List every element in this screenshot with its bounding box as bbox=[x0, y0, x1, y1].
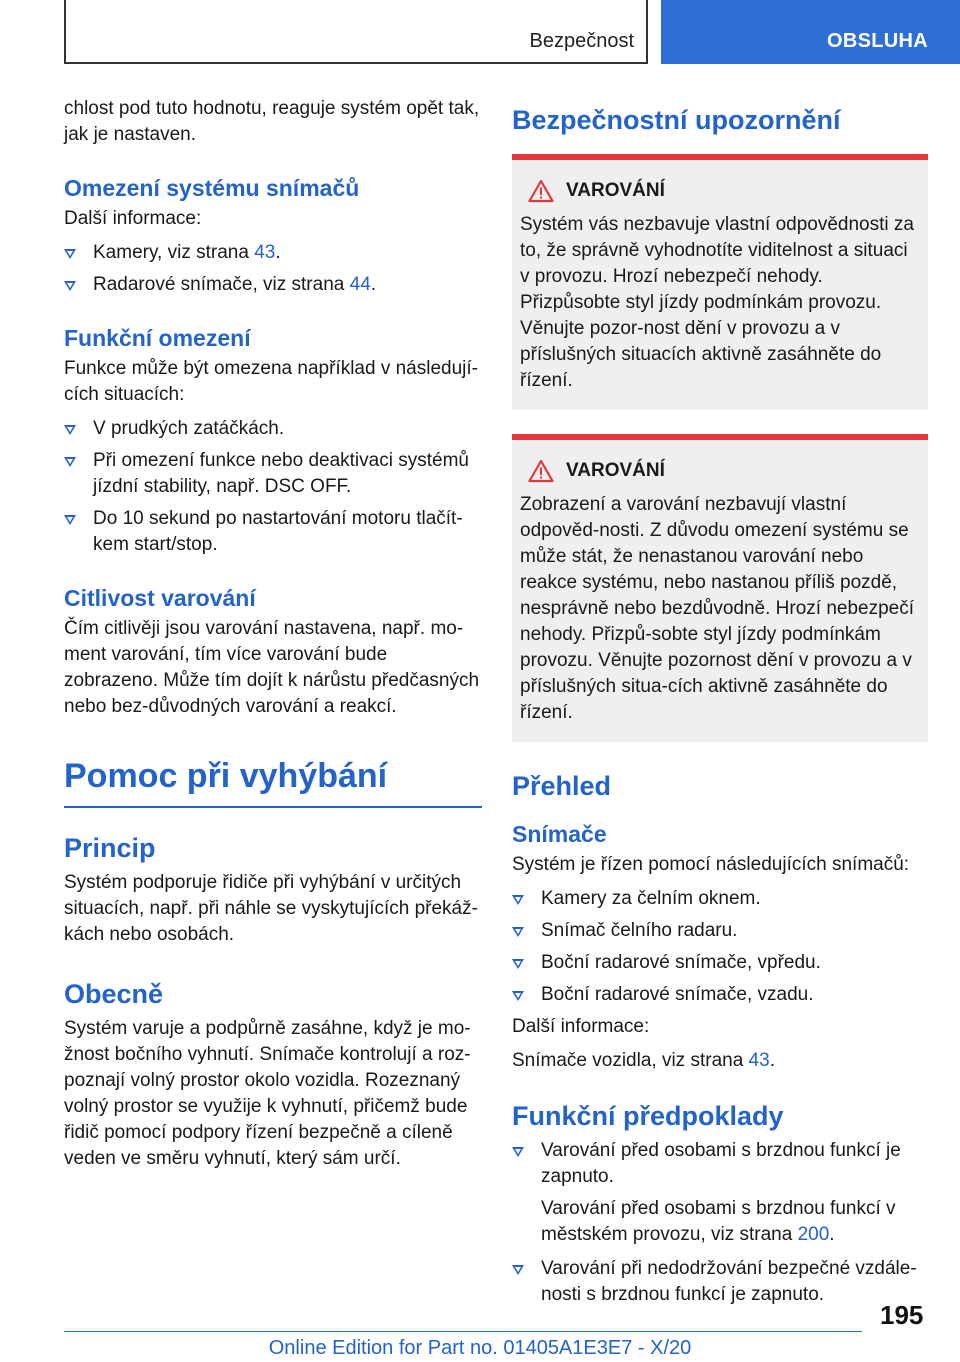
list-item: V prudkých zatáčkách. bbox=[64, 416, 482, 442]
bullet-triangle-icon bbox=[512, 959, 524, 969]
sensors-more-info: Další informace: bbox=[512, 1016, 650, 1037]
section-title-overview: Přehled bbox=[512, 771, 612, 801]
section-title-function-limits: Funkční omezení bbox=[64, 325, 251, 351]
list-item: Do 10 sekund po nastartování motoru tlačít‐kem start/stop. bbox=[64, 506, 482, 558]
sensors-lead: Systém je řízen pomocí následujících snímačů: bbox=[512, 854, 910, 875]
page-link[interactable]: 44 bbox=[349, 274, 371, 295]
sensor-limits-lead: Další informace: bbox=[64, 208, 202, 229]
page-link[interactable]: 43 bbox=[748, 1050, 770, 1071]
footer-divider bbox=[64, 1331, 862, 1332]
bullet-triangle-icon bbox=[512, 895, 524, 905]
list-item: Při omezení funkce nebo deaktivaci systémů jízdní stability, např. DSC OFF. bbox=[64, 448, 482, 500]
warning-label: VAROVÁNÍ bbox=[566, 180, 665, 201]
function-limits-list bbox=[64, 416, 482, 558]
online-edition-note: Online Edition for Part no. 01405A1E3E7 - X/20 bbox=[268, 1337, 692, 1359]
section-title-safety: Bezpečnostní upozornění bbox=[512, 105, 841, 135]
list-item: Boční radarové snímače, vpředu. bbox=[512, 950, 928, 976]
warning-box bbox=[512, 434, 928, 742]
list-item: Kamery, viz strana 43. bbox=[64, 240, 482, 266]
page-link[interactable]: 200 bbox=[797, 1224, 830, 1245]
bullet-triangle-icon bbox=[64, 515, 76, 525]
page-number: 195 bbox=[880, 1300, 924, 1330]
warning-triangle-icon bbox=[528, 179, 554, 203]
warning-triangle-icon bbox=[528, 459, 554, 483]
general-text: Systém varuje a podpůrně zasáhne, když je mo‐žnost bočního vyhnutí. Snímače kontrolují a roz‐poznají volný prostor okolo vozidla. Rozeznaný volný prostor se využije k vyhnutí, přičemž bude řidič pomocí podpory řízení bezpečně a cíleně veden ve směru vyhnutí, který sám určí. bbox=[64, 1018, 471, 1169]
warning-text: Systém vás nezbavuje vlastní odpovědnosti za to, že správně vyhodnotíte viditelnost a situaci v provozu. Hrozí nebezpečí nehody. Přizpůsobte styl jízdy podmínkám provozu. Věnujte pozor‐nost dění v provozu a v příslušných situacích aktivně zasáhněte do řízení. bbox=[520, 214, 914, 391]
prerequisite-subnote: Varování před osobami s brzdnou funkcí v městském provozu, viz strana 200. bbox=[541, 1198, 896, 1245]
section-title-warning-sensitivity: Citlivost varování bbox=[64, 585, 256, 611]
sensors-reference: Snímače vozidla, viz strana 43. bbox=[512, 1050, 775, 1071]
sensor-limits-list bbox=[64, 240, 482, 298]
intro-paragraph: chlost pod tuto hodnotu, reaguje systém opět tak, jak je nastaven. bbox=[64, 98, 480, 145]
header-chapter-tab[interactable]: OBSLUHA bbox=[661, 0, 960, 64]
warning-text: Zobrazení a varování nezbavují vlastní odpověd‐nosti. Z důvodu omezení systému se může stát, že nenastanou varování nebo reakce systému, nebo nastanou příliš pozdě, nesprávně nebo bezdůvodně. Hrozí nebezpečí nehody. Přizpů‐sobte styl jízdy podmínkám provozu. Věnujte pozornost dění v provozu a v příslušných situa‐cích aktivně zasáhněte do řízení. bbox=[520, 494, 914, 723]
bullet-triangle-icon bbox=[64, 281, 76, 291]
header-section-title: Bezpečnost bbox=[529, 30, 634, 52]
warning-box bbox=[512, 154, 928, 410]
bullet-triangle-icon bbox=[64, 425, 76, 435]
list-item: Snímač čelního radaru. bbox=[512, 918, 928, 944]
bullet-triangle-icon bbox=[64, 457, 76, 467]
bullet-triangle-icon bbox=[64, 249, 76, 259]
warning-label: VAROVÁNÍ bbox=[566, 460, 665, 481]
right-column bbox=[512, 96, 928, 1314]
bullet-triangle-icon bbox=[512, 1147, 524, 1157]
list-item: Varování před osobami s brzdnou funkcí je zapnuto. bbox=[512, 1138, 928, 1190]
prerequisites-list-2 bbox=[512, 1256, 928, 1308]
bullet-triangle-icon bbox=[512, 1265, 524, 1275]
chapter-title: Pomoc při vyhýbání bbox=[64, 757, 388, 795]
page-header bbox=[0, 0, 960, 66]
list-item: Varování při nedodržování bezpečné vzdále‐nosti s brzdnou funkcí je zapnuto. bbox=[512, 1256, 928, 1308]
section-title-prerequisites: Funkční předpoklady bbox=[512, 1101, 784, 1131]
warning-sensitivity-text: Čím citlivěji jsou varování nastavena, např. mo‐ment varování, tím více varování bude zobrazeno. Může tím dojít k nárůstu předčasných nebo bez‐důvodných varování a reakcí. bbox=[64, 618, 480, 717]
section-title-principle: Princip bbox=[64, 833, 156, 863]
function-limits-lead: Funkce může být omezena například v následují‐cích situacích: bbox=[64, 358, 478, 405]
section-title-general: Obecně bbox=[64, 979, 164, 1009]
header-frame bbox=[64, 0, 648, 64]
left-column bbox=[64, 96, 482, 1180]
list-item: Kamery za čelním oknem. bbox=[512, 886, 928, 912]
subsection-title-sensors: Snímače bbox=[512, 821, 607, 847]
bullet-triangle-icon bbox=[512, 927, 524, 937]
chapter-divider bbox=[64, 806, 482, 808]
principle-text: Systém podporuje řidiče při vyhýbání v určitých situacích, např. při náhle se vyskytujících překáž‐kách nebo osobách. bbox=[64, 872, 478, 945]
list-item: Radarové snímače, viz strana 44. bbox=[64, 272, 482, 298]
list-item: Boční radarové snímače, vzadu. bbox=[512, 982, 928, 1008]
prerequisites-list bbox=[512, 1138, 928, 1190]
sensors-list bbox=[512, 886, 928, 1008]
page-link[interactable]: 43 bbox=[254, 242, 276, 263]
section-title-sensor-limits: Omezení systému snímačů bbox=[64, 175, 360, 201]
bullet-triangle-icon bbox=[512, 991, 524, 1001]
